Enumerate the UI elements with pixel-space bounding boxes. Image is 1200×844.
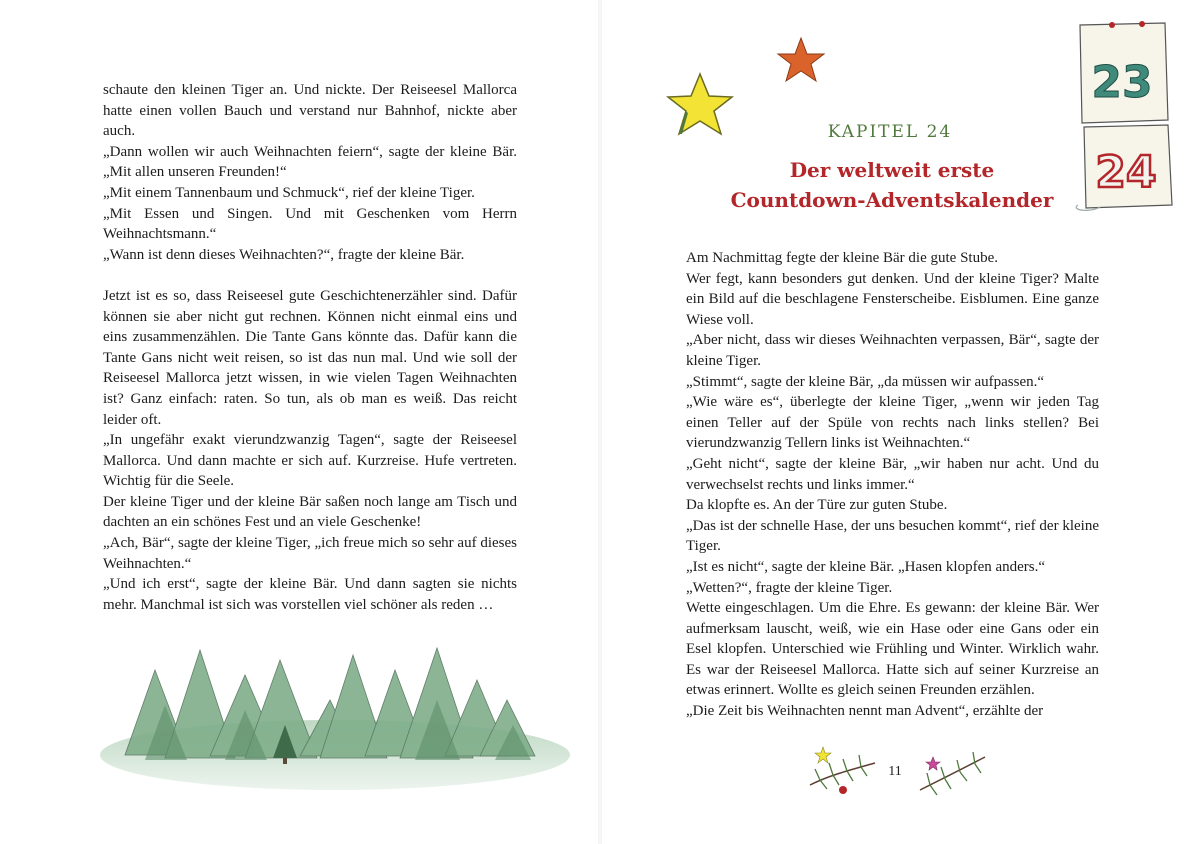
paragraph: Der kleine Tiger und der kleine Bär saßen noch lange am Tisch und dachten an ein schönes Fest und an viele Geschenke!: [103, 493, 517, 531]
paragraph: Wette eingeschlagen. Um die Ehre. Es gewann: der kleine Bär. Wer aufmerksam lauscht, weiß, wie ein Hase oder eine Gans oder ein Esel klopfen. Unterschied wie Frühling und Winter. Wirklich wahr. Es war der Reiseesel Mallorca. Hatte sich auf seiner Kurzreise an etwas erinnert. Wollte es gleich seinen Freunden erzählen.: [686, 600, 1099, 699]
paragraph: Am Nachmittag fegte der kleine Bär die gute Stube.: [686, 250, 998, 266]
fir-branch-icon: [915, 745, 990, 800]
paragraph: „Mit einem Tannenbaum und Schmuck“, rief der kleine Tiger.: [103, 184, 475, 201]
paragraph: „Ach, Bär“, sagte der kleine Tiger, „ich freue mich so sehr auf dieses Weihnachten.“: [103, 535, 517, 572]
paragraph: „Ist es nicht“, sagte der kleine Bär. „Hasen klopfen anders.“: [686, 558, 1046, 575]
chapter-title: [700, 155, 1084, 215]
chapter-label: KAPITEL 24: [827, 122, 953, 142]
advent-calendar-icon: [1070, 15, 1180, 220]
left-page-text: [103, 80, 517, 615]
paragraph: schaute den kleinen Tiger an. Und nickte. Der Reiseesel Mallorca hatte einen vollen Bauch und verstand nur Bahnhof, nickte aber auch.: [103, 82, 517, 140]
page-number: 11: [888, 764, 902, 779]
paragraph: „Wetten?“, fragte der kleine Tiger.: [686, 579, 893, 596]
paragraph-spacer: [103, 265, 517, 286]
paragraph: Da klopfte es. An der Türe zur guten Stube.: [686, 497, 948, 514]
fir-branch-icon: [805, 745, 880, 795]
book-gutter: [598, 0, 602, 844]
calendar-day-bottom: 24: [1095, 147, 1157, 198]
paragraph: „Dann wollen wir auch Weihnachten feiern“, sagte der kleine Bär. „Mit allen unseren Freunden!“: [103, 143, 517, 181]
chapter-title-line: Der weltweit erste: [789, 158, 995, 182]
paragraph: „Stimmt“, sagte der kleine Bär, „da müssen wir aufpassen.“: [686, 373, 1045, 390]
right-page-text: [686, 248, 1099, 722]
paragraph: „Geht nicht“, sagte der kleine Bär, „wir haben nur acht. Und du verwechselst rechts und links immer.“: [686, 455, 1099, 493]
yellow-star-icon: [665, 70, 735, 140]
paragraph: Wer fegt, kann besonders gut denken. Und der kleine Tiger? Malte ein Bild auf die beschlagene Fensterscheibe. Eisblumen. Eine ganze Wiese voll.: [686, 270, 1099, 328]
paragraph: „Aber nicht, dass wir dieses Weihnachten verpassen, Bär“, sagte der kleine Tiger.: [686, 332, 1099, 369]
paragraph: Jetzt ist es so, dass Reiseesel gute Geschichtenerzähler sind. Dafür können sie aber nicht gut rechnen. Können nicht einmal eins und eins zusammenzählen. Die Tante Gans könnte das. Dafür kann die Tante Gans nicht weit reisen, so ist das nun mal. Und wie soll der Reiseesel Mallorca jetzt wissen, in wie vielen Tagen Weihnachten ist? Ganz einfach: raten. So tun, als ob man es weiß. Das reicht leider oft.: [103, 287, 517, 428]
forest-illustration: [95, 630, 575, 810]
paragraph: „Die Zeit bis Weihnachten nennt man Advent“, erzählte der: [686, 703, 1044, 720]
chapter-title-line: Countdown-Adventskalender: [730, 188, 1054, 212]
paragraph: „Das ist der schnelle Hase, der uns besuchen kommt“, rief der kleine Tiger.: [686, 517, 1099, 555]
paragraph: „Wann ist denn dieses Weihnachten?“, fragte der kleine Bär.: [103, 246, 465, 263]
paragraph: „In ungefähr exakt vierundzwanzig Tagen“, sagte der Reiseesel Mallorca. Und dann machte er sich auf. Kurzreise. Hufe vertreten. Wichtig für die Seele.: [103, 432, 517, 490]
paragraph: „Und ich erst“, sagte der kleine Bär. Und dann sagten sie nichts mehr. Manchmal ist sich was vorstellen viel schöner als reden …: [103, 576, 517, 613]
paragraph: „Wie wäre es“, überlegte der kleine Tiger, „wenn wir jeden Tag einen Teller auf der Spüle von rechts nach links stellen? Bei vierundzwanzig Tellern links ist Weihnachten.“: [686, 394, 1099, 452]
orange-star-icon: [775, 35, 827, 85]
paragraph: „Mit Essen und Singen. Und mit Geschenken vom Herrn Weihnachtsmann.“: [103, 205, 517, 243]
calendar-day-top: 23: [1091, 57, 1153, 108]
